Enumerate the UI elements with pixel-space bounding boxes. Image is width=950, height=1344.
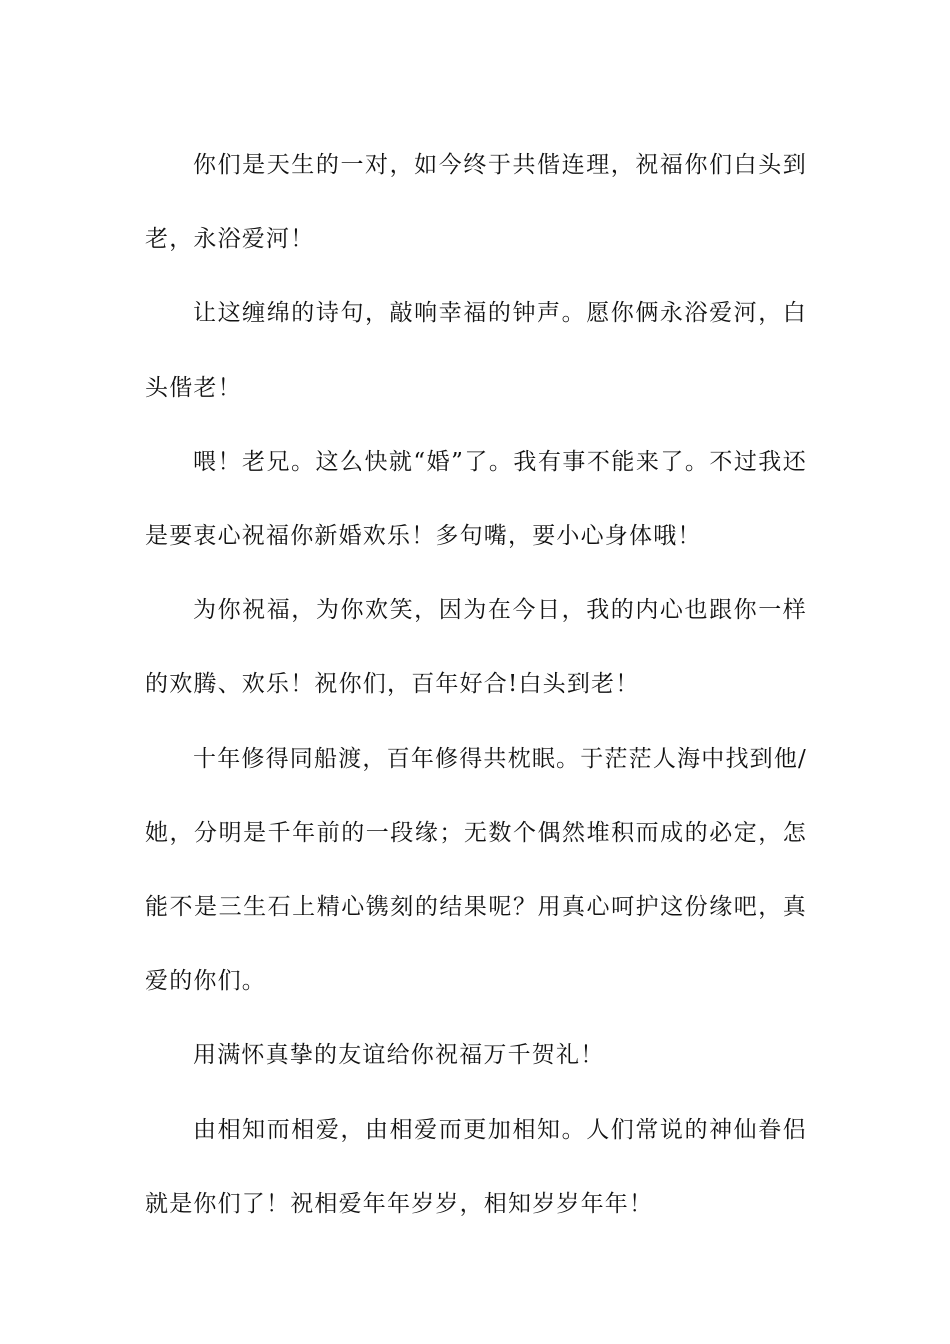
paragraph-2: 让这缠绵的诗句，敲响幸福的钟声。愿你俩永浴爱河，白头偕老！ — [145, 300, 807, 401]
paragraph-7: 由相知而相爱，由相爱而更加相知。人们常说的神仙眷侣就是你们了！祝相爱年年岁岁，相知岁岁年年！ — [145, 1116, 807, 1217]
paragraph-3: 喂！老兄。这么快就“婚”了。我有事不能来了。不过我还是要衷心祝福你新婚欢乐！多句嘴，要小心身体哦！ — [145, 448, 807, 550]
paragraph-5: 十年修得同船渡，百年修得共枕眠。于茫茫人海中找到他/她，分明是千年前的一段缘；无数个偶然堆积而成的必定，怎能不是三生石上精心镌刻的结果呢？用真心呵护这份缘吧，真爱的你们。 — [145, 745, 807, 995]
paragraph-4: 为你祝福，为你欢笑，因为在今日，我的内心也跟你一样的欢腾、欢乐！祝你们，百年好合!白头到老！ — [145, 597, 807, 698]
paragraph-1: 你们是天生的一对，如今终于共偕连理，祝福你们白头到老，永浴爱河！ — [145, 152, 807, 253]
paragraph-6: 用满怀真挚的友谊给你祝福万千贺礼！ — [193, 1042, 605, 1069]
document-body — [145, 128, 807, 1241]
